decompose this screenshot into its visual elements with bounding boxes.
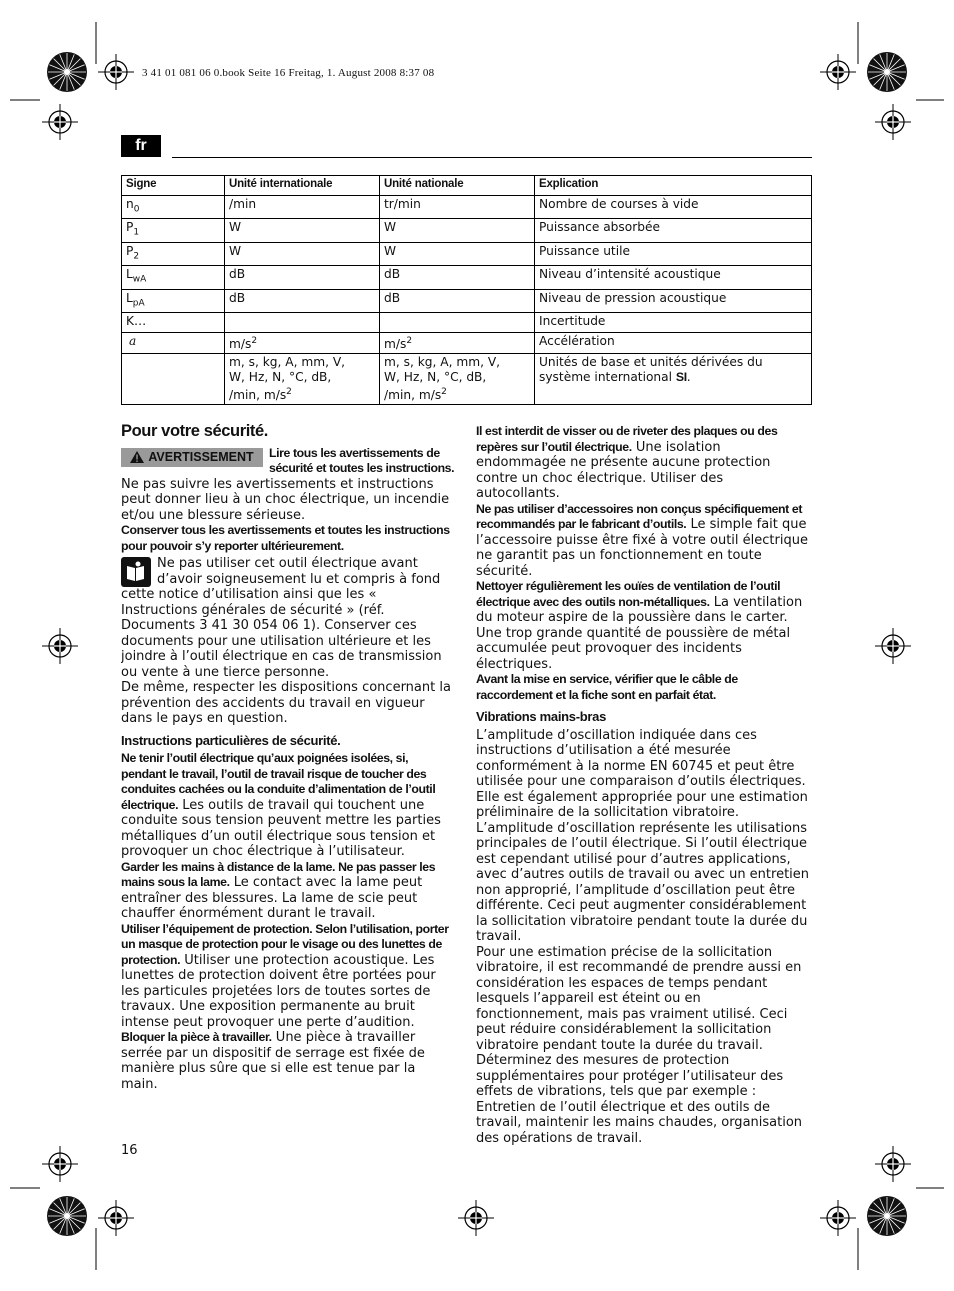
table-header-cell: Unité nationale [380, 176, 535, 196]
intl-unit-cell: W [225, 242, 380, 265]
explanation-cell: Niveau de pression acoustique [535, 289, 812, 312]
instruction-paragraph [476, 424, 811, 502]
table-row [122, 354, 812, 405]
sign-cell [122, 289, 225, 312]
unit-text: m/s [229, 337, 252, 352]
table-header-cell: Explication [535, 176, 812, 196]
explanation-end: . [686, 370, 691, 385]
unit-text: m/s [384, 337, 407, 352]
table-row [122, 333, 812, 354]
warning-triangle-icon [130, 451, 144, 463]
sign-subscript: wA [132, 274, 147, 285]
intl-unit-cell: dB [225, 266, 380, 289]
table-row [122, 266, 812, 289]
unit-line: W, Hz, N, °C, dB, [229, 370, 332, 385]
intl-unit-cell: dB [225, 289, 380, 312]
natl-unit-cell: tr/min [380, 196, 535, 219]
natl-unit-cell: dB [380, 266, 535, 289]
warning-bold-text: Lire tous les avertissements de sécurité et toutes les instructions. [269, 445, 455, 475]
subsection-title: Vibrations mains-bras [476, 709, 607, 724]
natl-unit-cell: W [380, 242, 535, 265]
instruction-text: Les outils de travail qui touchent une conduite sous tension peuvent mettre les parties métalliques d’un outil électrique sous tension et provoquer un choc électrique à l’utilisateur. [121, 797, 441, 859]
instruction-text: Le contact avec la lame peut entraîner des blessures. La lame de scie peut chauffer énormément durant le travail. [121, 875, 423, 921]
sign-symbol: K… [126, 314, 147, 329]
sign-symbol: n [126, 197, 134, 211]
warning-text: Ne pas suivre les avertissements et instructions peut donner lieu à un choc électrique, un incendie et/ou une blessure sérieuse. [121, 476, 450, 523]
table-header-row [122, 176, 812, 196]
warning-block [121, 446, 456, 524]
instruction-text: La ventilation du moteur aspire de la poussière dans le carter. Une trop grande quantité de poussière de métal accumulée peut provoquer des incidents électriques. [476, 594, 803, 672]
instruction-paragraph: Avant la mise en service, vérifier que le câble de raccordement et la fiche sont en parfait état. [476, 672, 738, 702]
subsection-title: Instructions particulières de sécurité. [121, 732, 341, 748]
read-manual-icon [121, 557, 151, 587]
intl-unit-cell: W [225, 219, 380, 242]
table-row [122, 196, 812, 219]
explanation-cell [535, 354, 812, 405]
instruction-text: Une pièce à travailler serrée par un dispositif de serrage est fixée de manière plus sûre que si elle est tenue par la main. [121, 1030, 425, 1092]
instruction-paragraph [476, 579, 811, 672]
explanation-cell: Puissance absorbée [535, 219, 812, 242]
vibration-paragraph: L’amplitude d’oscillation indiquée dans ces instructions d’utilisation a été mesurée conformément à la norme EN 60745 et peut être utilisée pour une comparaison d’outils électriques. Elle est également appropriée pour une estimation préliminaire de la sollicitation vibratoire. [476, 727, 808, 820]
unit-superscript: 2 [441, 387, 447, 398]
instruction-paragraph [121, 1030, 456, 1092]
sign-subscript: 2 [133, 251, 140, 262]
sign-subscript: 0 [133, 204, 140, 215]
sign-symbol: P [126, 243, 134, 258]
explanation-cell: Puissance utile [535, 242, 812, 265]
instruction-paragraph [476, 502, 811, 580]
unit-line [384, 385, 530, 403]
intl-unit-cell [225, 354, 380, 405]
read-manual-block [121, 556, 456, 680]
intl-unit-cell [225, 333, 380, 354]
units-table [121, 175, 812, 405]
intl-unit-cell [225, 313, 380, 333]
table-header-cell: Unité internationale [225, 176, 380, 196]
natl-unit-cell [380, 333, 535, 354]
table-header-cell: Signe [122, 176, 225, 196]
right-column [476, 424, 811, 1146]
natl-unit-cell: W [380, 219, 535, 242]
unit-superscript: 2 [406, 336, 413, 347]
natl-unit-cell [380, 313, 535, 333]
si-label: SI [675, 370, 687, 385]
sign-symbol: L [126, 267, 133, 282]
instruction-bold: Il est interdit de visser ou de riveter des plaques ou des repères sur l’outil électrique. [476, 424, 778, 454]
sign-cell [122, 266, 225, 289]
instruction-bold: Ne tenir l’outil électrique qu’aux poignées isolées, si, pendant le travail, l’outil de travail risque de toucher des conduites cachées ou la conduite d’alimentation de l’outil électrique. [121, 751, 436, 812]
sign-cell [122, 219, 225, 242]
table-row [122, 289, 812, 312]
sign-subscript: pA [132, 298, 145, 309]
read-manual-text: Ne pas utiliser cet outil électrique avant d’avoir soigneusement lu et compris à fond cette notice d’utilisation ainsi que les « Instructions générales de sécurité » (réf. Documents 3 41 30 054 06 1). Conserver ces documents pour une utilisation ultérieure et les joindre à l’outil électrique en cas de transmission ou vente à une tierce personne. [121, 556, 442, 680]
unit-text: /min, m/s [229, 388, 287, 403]
sign-symbol: L [126, 290, 133, 305]
explanation-cell: Niveau d’intensité acoustique [535, 266, 812, 289]
sign-cell [122, 242, 225, 265]
unit-superscript: 2 [251, 336, 258, 347]
instruction-text: Le simple fait que l’accessoire puisse être fixé à votre outil électrique ne garantit pas un fonctionnement en toute sécurité. [476, 517, 808, 579]
sign-symbol: P [126, 220, 134, 235]
unit-line: m, s, kg, A, mm, V, [229, 355, 346, 370]
explanation-text: Unités de base et unités dérivées du système international [539, 355, 763, 385]
language-tab: fr [121, 135, 161, 157]
table-row [122, 313, 812, 333]
vibration-paragraph: Pour une estimation précise de la sollicitation vibratoire, il est recommandé de prendre aussi en considération les espaces de temps pendant lesquels l’appareil est éteint ou en fonctionnement, mais pas vraiment utilisé. Ceci peut réduire considérablement la sollicitation vibratoire pendant toute la durée du travail. [476, 944, 802, 1053]
unit-line: m, s, kg, A, mm, V, [384, 355, 501, 370]
unit-line [229, 385, 375, 403]
instruction-text: Utiliser une protection acoustique. Les lunettes de protection doivent être portées pour les particules projetées lors de toutes sortes de travaux. Une exposition permanente au bruit intense peut provoquer une perte d’audition. [121, 952, 436, 1030]
sign-subscript: 1 [133, 227, 140, 238]
unit-superscript: 2 [286, 387, 292, 398]
table-row [122, 242, 812, 265]
instruction-bold: Nettoyer régulièrement les ouïes de ventilation de l’outil électrique avec des outils non-métalliques. [476, 579, 781, 609]
explanation-cell: Incertitude [535, 313, 812, 333]
keep-instructions: Conserver tous les avertissements et toutes les instructions pour pouvoir s’y reporter ultérieurement. [121, 523, 450, 553]
explanation-cell: Accélération [535, 333, 812, 354]
unit-text: /min, m/s [384, 388, 442, 403]
instruction-paragraph [121, 860, 456, 922]
unit-line: W, Hz, N, °C, dB, [384, 370, 487, 385]
sign-symbol: a [129, 334, 137, 349]
accident-prevention-text: De même, respecter les dispositions concernant la prévention des accidents du travail en vigueur dans le pays en question. [121, 680, 451, 726]
intl-unit-cell: /min [225, 196, 380, 219]
instruction-paragraph [121, 922, 456, 1031]
sign-cell [122, 354, 225, 405]
left-column [121, 424, 456, 1092]
instruction-paragraph [121, 751, 456, 860]
warning-badge [121, 448, 263, 467]
natl-unit-cell [380, 354, 535, 405]
sign-cell [122, 313, 225, 333]
table-row [122, 219, 812, 242]
section-title: Pour votre sécurité. [121, 422, 268, 440]
book-header: 3 41 01 081 06 0.book Seite 16 Freitag, 1. August 2008 8:37 08 [142, 67, 435, 79]
vibration-paragraph: Déterminez des mesures de protection supplémentaires pour protéger l’utilisateur des effets de vibrations, tels que par exemple : Entretien de l’outil électrique et des outils de travail, maintenir les mains chaudes, organisation des opérations de travail. [476, 1053, 803, 1146]
natl-unit-cell: dB [380, 289, 535, 312]
explanation-cell: Nombre de courses à vide [535, 196, 812, 219]
header-rule [172, 157, 812, 158]
page-number: 16 [121, 1143, 138, 1158]
instruction-bold: Utiliser l’équipement de protection. Selon l’utilisation, porter un masque de protection pour le visage ou des lunettes de protection. [121, 921, 449, 967]
vibration-paragraph: L’amplitude d’oscillation représente les utilisations principales de l’outil électrique. Si l’outil électrique est cependant utilisé pour d’autres applications, avec d’autres outils de travail ou avec un entretien non approprié, l’amplitude d’oscillation peut être différente. Ceci peut augmenter considérablement la sollicitation vibratoire pendant toute la durée du travail. [476, 820, 810, 944]
instruction-bold: Bloquer la pièce à travailler. [121, 1030, 272, 1044]
instruction-text: Une isolation endommagée ne présente aucune protection contre un choc électrique. Utiliser des autocollants. [476, 439, 771, 501]
instruction-bold: Ne pas utiliser d’accessoires non conçus spécifiquement et recommandés par le fabricant d’outils. [476, 501, 803, 531]
instruction-bold: Garder les mains à distance de la lame. Ne pas passer les mains sous la lame. [121, 859, 436, 889]
sign-cell [122, 196, 225, 219]
sign-cell [122, 333, 225, 354]
warning-badge-label: AVERTISSEMENT [148, 449, 254, 464]
